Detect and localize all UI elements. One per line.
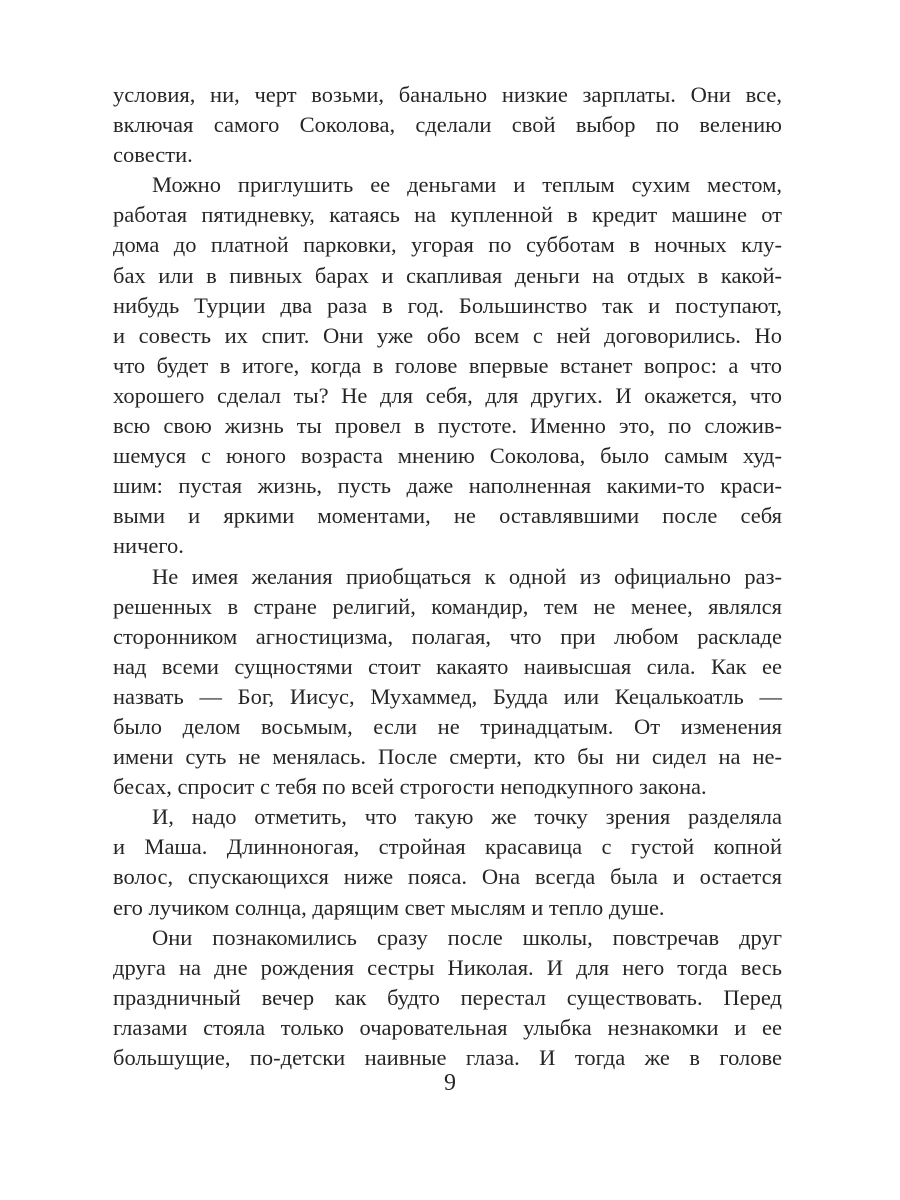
text-line: над всеми сущностями стоит какаято наивысшая сила. Как ее (113, 653, 782, 679)
page-body-text (113, 80, 782, 1073)
text-line: шемуся с юного возраста мнению Соколова, было самым худ- (113, 443, 782, 469)
paragraph (113, 802, 782, 922)
text-line: условия, ни, черт возьми, банально низкие зарплаты. Они все, (113, 82, 782, 107)
text-line: друга на дне рождения сестры Николая. И для него тогда весь (113, 954, 782, 980)
text-line: что будет в итоге, когда в голове впервые встанет вопрос: а что (113, 352, 782, 378)
text-line: большущие, по-детски наивные глаза. И тогда же в голове (113, 1045, 782, 1070)
text-line: волос, спускающихся ниже пояса. Она всегда была и остается (113, 864, 782, 890)
text-line: ничего. (113, 533, 184, 559)
text-line: бах или в пивных барах и скапливая деньги на отдых в какой- (113, 262, 782, 288)
text-line: хорошего сделал ты? Не для себя, для других. И окажется, что (113, 382, 782, 408)
paragraph (113, 923, 782, 1073)
text-line: включая самого Соколова, сделали свой выбор по велению (113, 112, 782, 138)
text-line: шим: пустая жизнь, пусть даже наполненная какими-то краси- (113, 473, 782, 499)
text-line: выми и яркими моментами, не оставлявшими после себя (113, 503, 782, 529)
text-line: и Маша. Длинноногая, стройная красавица с густой копной (113, 834, 782, 860)
text-line: Можно приглушить ее деньгами и теплым сухим местом, (152, 172, 782, 198)
paragraph (113, 170, 782, 561)
text-line: было делом восьмым, если не тринадцатым. От изменения (113, 713, 782, 739)
text-line: дома до платной парковки, угорая по субботам в ночных клу- (113, 232, 782, 258)
text-line: Не имея желания приобщаться к одной из официально раз- (152, 563, 782, 589)
text-line: совести. (113, 142, 193, 168)
text-line: нибудь Турции два раза в год. Большинство так и поступают, (113, 292, 782, 318)
text-line: Они познакомились сразу после школы, повстречав друг (152, 924, 782, 950)
text-line: работая пятидневку, катаясь на купленной в кредит машине от (113, 202, 782, 228)
paragraph (113, 562, 782, 803)
text-line: назвать — Бог, Иисус, Мухаммед, Будда или Кецалькоатль — (113, 683, 782, 709)
text-line: имени суть не менялась. После смерти, кто бы ни сидел на не- (113, 744, 782, 770)
text-line: праздничный вечер как будто перестал существовать. Перед (113, 984, 782, 1010)
text-line: глазами стояла только очаровательная улыбка незнакомки и ее (113, 1014, 782, 1040)
text-line: сторонником агностицизма, полагая, что при любом раскладе (113, 623, 782, 649)
paragraph (113, 80, 782, 170)
page-number: 9 (444, 1070, 456, 1096)
text-line: бесах, спросит с тебя по всей строгости неподкупного закона. (113, 774, 707, 800)
text-line: всю свою жизнь ты провел в пустоте. Именно это, по сложив- (113, 413, 782, 439)
text-line: решенных в стране религий, командир, тем не менее, являлся (113, 593, 782, 619)
text-line: его лучиком солнца, дарящим свет мыслям и тепло душе. (113, 894, 665, 920)
text-line: И, надо отметить, что такую же точку зрения разделяла (152, 804, 782, 830)
text-line: и совесть их спит. Они уже обо всем с ней договорились. Но (113, 322, 782, 348)
